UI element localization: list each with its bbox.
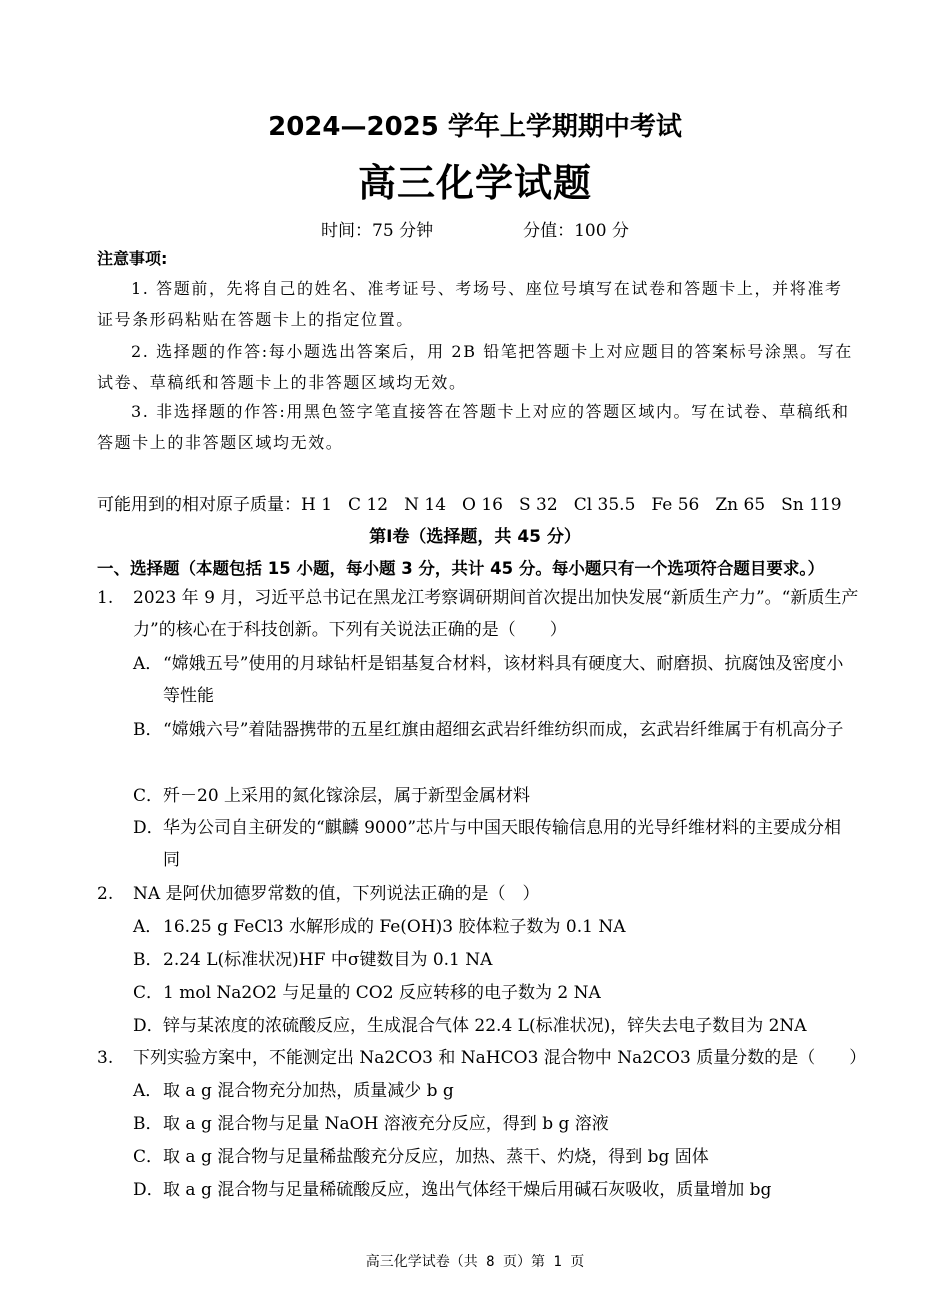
option-c xyxy=(133,1141,858,1173)
question-number: 1. xyxy=(97,588,114,608)
option-c xyxy=(133,977,858,1009)
question-stem: 下列实验方案中，不能测定出 Na2CO3 和 NaHCO3 混合物中 Na2CO3 质量分数的是（ ） xyxy=(133,1048,867,1068)
option-label: C． xyxy=(133,983,164,1003)
exam-time: 时间：75 分钟 xyxy=(321,221,434,241)
option-label: C． xyxy=(133,1147,164,1167)
option-text: 取 a g 混合物充分加热，质量减少 b g xyxy=(163,1081,454,1101)
note-item: 2. 选择题的作答:每小题选出答案后，用 2B 铅笔把答题卡上对应题目的答案标号涂黑。写在试卷、草稿纸和答题卡上的非答题区域均无效。 xyxy=(97,342,853,392)
atomic-mass: C 12 xyxy=(348,495,389,515)
question-number: 3. xyxy=(97,1048,114,1068)
option-label: B． xyxy=(133,1114,163,1134)
option-label: D． xyxy=(133,1180,164,1200)
page-footer: 高三化学试卷（共 8 页）第 1 页 xyxy=(365,1254,585,1270)
option-text: 取 a g 混合物与足量稀盐酸充分反应，加热、蒸干、灼烧，得到 bg 固体 xyxy=(163,1147,709,1167)
section-heading: 一、选择题（本题包括 15 小题，每小题 3 分，共计 45 分。每小题只有一个选项符合题目要求。） xyxy=(97,559,825,578)
option-label: A． xyxy=(133,654,163,674)
subject-title: 高三化学试题 xyxy=(357,161,592,205)
question-number: 2. xyxy=(97,884,114,904)
option-c xyxy=(133,780,858,812)
question-1 xyxy=(97,582,867,646)
option-text: 2.24 L(标准状况)HF 中σ键数目为 0.1 NA xyxy=(163,950,493,970)
exam-score: 分值：100 分 xyxy=(523,221,629,241)
option-label: B． xyxy=(133,720,163,740)
notes-heading: 注意事项: xyxy=(97,249,168,268)
exam-meta xyxy=(0,216,950,241)
question-stem: NA 是阿伏加德罗常数的值，下列说法正确的是（ ） xyxy=(133,884,540,904)
option-text: 16.25 g FeCl3 水解形成的 Fe(OH)3 胶体粒子数为 0.1 NA xyxy=(163,917,626,937)
atomic-mass: O 16 xyxy=(462,495,503,515)
option-label: D． xyxy=(133,818,164,838)
atomic-mass: Fe 56 xyxy=(651,495,700,515)
question-stem: 2023 年 9 月，习近平总书记在黑龙江考察调研期间首次提出加快发展“新质生产力”。“新质生产力”的核心在于科技创新。下列有关说法正确的是（ ） xyxy=(133,588,859,640)
option-text: 华为公司自主研发的“麒麟 9000”芯片与中国天眼传输信息用的光导纤维材料的主要成分相同 xyxy=(163,818,842,870)
option-label: C． xyxy=(133,786,164,806)
option-a xyxy=(133,648,858,712)
note-item: 3. 非选择题的作答:用黑色签字笔直接答在答题卡上对应的答题区域内。写在试卷、草稿纸和答题卡上的非答题区域均无效。 xyxy=(97,402,850,452)
option-text: “嫦娥五号”使用的月球钻杆是铝基复合材料，该材料具有硬度大、耐磨损、抗腐蚀及密度小等性能 xyxy=(163,654,844,706)
option-label: A． xyxy=(133,1081,163,1101)
atomic-mass: Zn 65 xyxy=(715,495,766,515)
option-text: 取 a g 混合物与足量 NaOH 溶液充分反应，得到 b g 溶液 xyxy=(163,1114,609,1134)
atomic-mass: Cl 35.5 xyxy=(573,495,636,515)
option-label: D． xyxy=(133,1016,164,1036)
option-a xyxy=(133,911,858,943)
atomic-mass: N 14 xyxy=(404,495,447,515)
volume-heading: 第Ⅰ卷（选择题，共 45 分） xyxy=(369,527,581,547)
option-d xyxy=(133,812,858,876)
option-b xyxy=(133,714,858,746)
atomic-mass: Sn 119 xyxy=(781,495,842,515)
note-item: 1. 答题前，先将自己的姓名、准考证号、考场号、座位号填写在试卷和答题卡上，并将准考证号条形码粘贴在答题卡上的指定位置。 xyxy=(97,279,843,329)
option-a xyxy=(133,1075,858,1107)
question-3 xyxy=(97,1042,867,1074)
atomic-masses-label: 可能用到的相对原子质量： xyxy=(97,495,301,515)
question-2 xyxy=(97,878,867,910)
atomic-masses xyxy=(97,490,858,515)
atomic-mass: H 1 xyxy=(301,495,333,515)
option-d xyxy=(133,1174,858,1206)
option-b xyxy=(133,944,858,976)
option-text: 锌与某浓度的浓硫酸反应，生成混合气体 22.4 L(标准状况)，锌失去电子数目为 2NA xyxy=(163,1016,807,1036)
option-text: 取 a g 混合物与足量稀硫酸反应，逸出气体经干燥后用碱石灰吸收，质量增加 bg xyxy=(163,1180,772,1200)
exam-title: 2024—2025 学年上学期期中考试 xyxy=(268,112,682,142)
option-b xyxy=(133,1108,858,1140)
option-text: “嫦娥六号”着陆器携带的五星红旗由超细玄武岩纤维纺织而成，玄武岩纤维属于有机高分子 xyxy=(163,720,844,740)
option-text: 1 mol Na2O2 与足量的 CO2 反应转移的电子数为 2 NA xyxy=(163,983,601,1003)
option-text: 歼－20 上采用的氮化镓涂层，属于新型金属材料 xyxy=(163,786,531,806)
atomic-mass: S 32 xyxy=(519,495,558,515)
option-label: B． xyxy=(133,950,163,970)
option-d xyxy=(133,1010,858,1042)
option-label: A． xyxy=(133,917,163,937)
